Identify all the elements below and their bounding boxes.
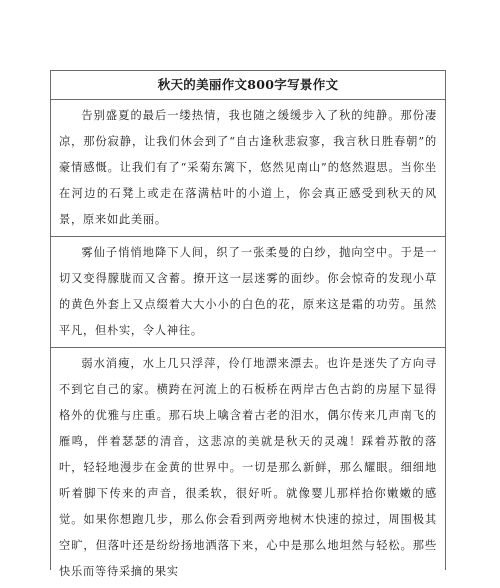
essay-paragraph-2: 雾仙子悄悄地降下人间，织了一张柔曼的白纱，抛向空中。于是一切又变得朦胧而又含蓄。撩开这一层迷雾的面纱。你会惊奇的发现小草的黄色外套上又点缀着大大小小的白色的花，原来这是霜的功劳。虽然平凡，但朴实，令人神往。 — [51, 237, 445, 348]
essay-paragraph-3: 弱水消瘦，水上几只浮萍，伶仃地漂来漂去。也许是迷失了方向寻不到它自己的家。横跨在河流上的石板桥在两岸古色古韵的房屋下显得格外的优雅与庄重。那石块上噙含着古老的泪水，偶尔传来几声南飞的雁鸣，伴着瑟瑟的清音，这悲凉的美就是秋天的灵魂！踩着苏散的落叶，轻轻地漫步在金黄的世界中。一切是那么新鲜，那么耀眼。细细地听着脚下传来的声音，很柔软，很好听。就像婴儿那样拾你嫩嫩的感觉。如果你想跑几步，那么你会看到两旁地树木快速的掠过，周围极其空旷，但落叶还是纷纷扬地洒落下来，心中是那么地坦然与轻松。那些快乐而等待采摘的果实 — [59, 357, 437, 578]
essay-sheet — [50, 70, 446, 578]
essay-paragraph-1: 告别盛夏的最后一缕热情，我也随之缓缓步入了秋的纯静。那份凄凉，那份寂静，让我们休会到了“自古逢秋悲寂寥，我言秋日胜春朝”的豪情感慨。让我们有了“采菊东篱下，悠然见南山”的悠然遐思。当你坐在河边的石凳上或走在落满枯叶的小道上，你会真正感受到秋天的风景，原来如此美丽。 — [51, 100, 445, 237]
essay-title: 秋天的美丽作文800字写景作文 — [51, 71, 445, 100]
